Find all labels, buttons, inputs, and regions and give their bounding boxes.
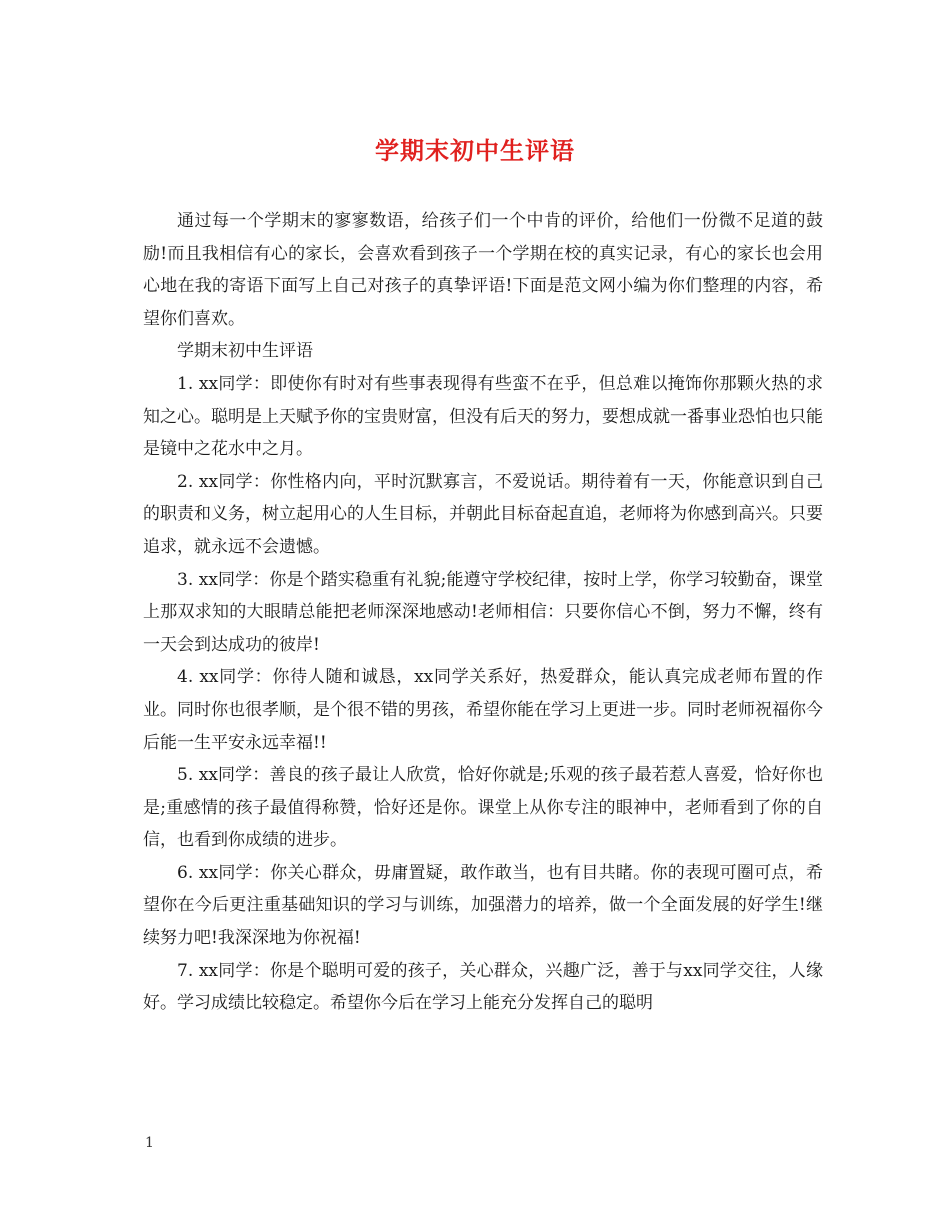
page-number: 1 xyxy=(145,1135,154,1151)
document-body xyxy=(143,205,823,1020)
document-title: 学期末初中生评语 xyxy=(375,136,575,165)
comment-paragraph-7: 7. xx同学：你是个聪明可爱的孩子，关心群众，兴趣广泛，善于与xx同学交往，人缘好。学习成绩比较稳定。希望你今后在学习上能充分发挥自己的聪明 xyxy=(143,960,823,1014)
comment-paragraph-4: 4. xx同学：你待人随和诚恳，xx同学关系好，热爱群众，能认真完成老师布置的作业。同时你也很孝顺，是个很不错的男孩，希望你能在学习上更进一步。同时老师祝福你今后能一生平安永远幸福!! xyxy=(143,667,823,753)
comment-paragraph-2: 2. xx同学：你性格内向，平时沉默寡言，不爱说话。期待着有一天，你能意识到自己的职责和义务，树立起用心的人生目标，并朝此目标奋起直追，老师将为你感到高兴。只要追求，就永远不会遗憾。 xyxy=(143,471,823,557)
comment-paragraph-3: 3. xx同学：你是个踏实稳重有礼貌;能遵守学校纪律，按时上学，你学习较勤奋，课堂上那双求知的大眼睛总能把老师深深地感动!老师相信：只要你信心不倒，努力不懈，终有一天会到达成功的彼岸! xyxy=(143,569,823,655)
comment-paragraph-6: 6. xx同学：你关心群众，毋庸置疑，敢作敢当，也有目共睹。你的表现可圈可点，希望你在今后更注重基础知识的学习与训练，加强潜力的培养，做一个全面发展的好学生!继续努力吧!我深深地为你祝福! xyxy=(143,862,823,949)
comment-paragraph-1: 1. xx同学：即使你有时对有些事表现得有些蛮不在乎，但总难以掩饰你那颗火热的求知之心。聪明是上天赋予你的宝贵财富，但没有后天的努力，要想成就一番事业恐怕也只能是镜中之花水中之月。 xyxy=(143,373,823,460)
intro-paragraph: 通过每一个学期末的寥寥数语，给孩子们一个中肯的评价，给他们一份微不足道的鼓励!而且我相信有心的家长，会喜欢看到孩子一个学期在校的真实记录，有心的家长也会用心地在我的寄语下面写上自己对孩子的真挚评语!下面是范文网小编为你们整理的内容，希望你们喜欢。 xyxy=(143,211,823,329)
comment-paragraph-5: 5. xx同学：善良的孩子最让人欣赏，恰好你就是;乐观的孩子最若惹人喜爱，恰好你也是;重感情的孩子最值得称赞，恰好还是你。课堂上从你专注的眼神中，老师看到了你的自信，也看到你成绩的进步。 xyxy=(143,765,823,851)
section-heading: 学期末初中生评语 xyxy=(177,341,313,362)
